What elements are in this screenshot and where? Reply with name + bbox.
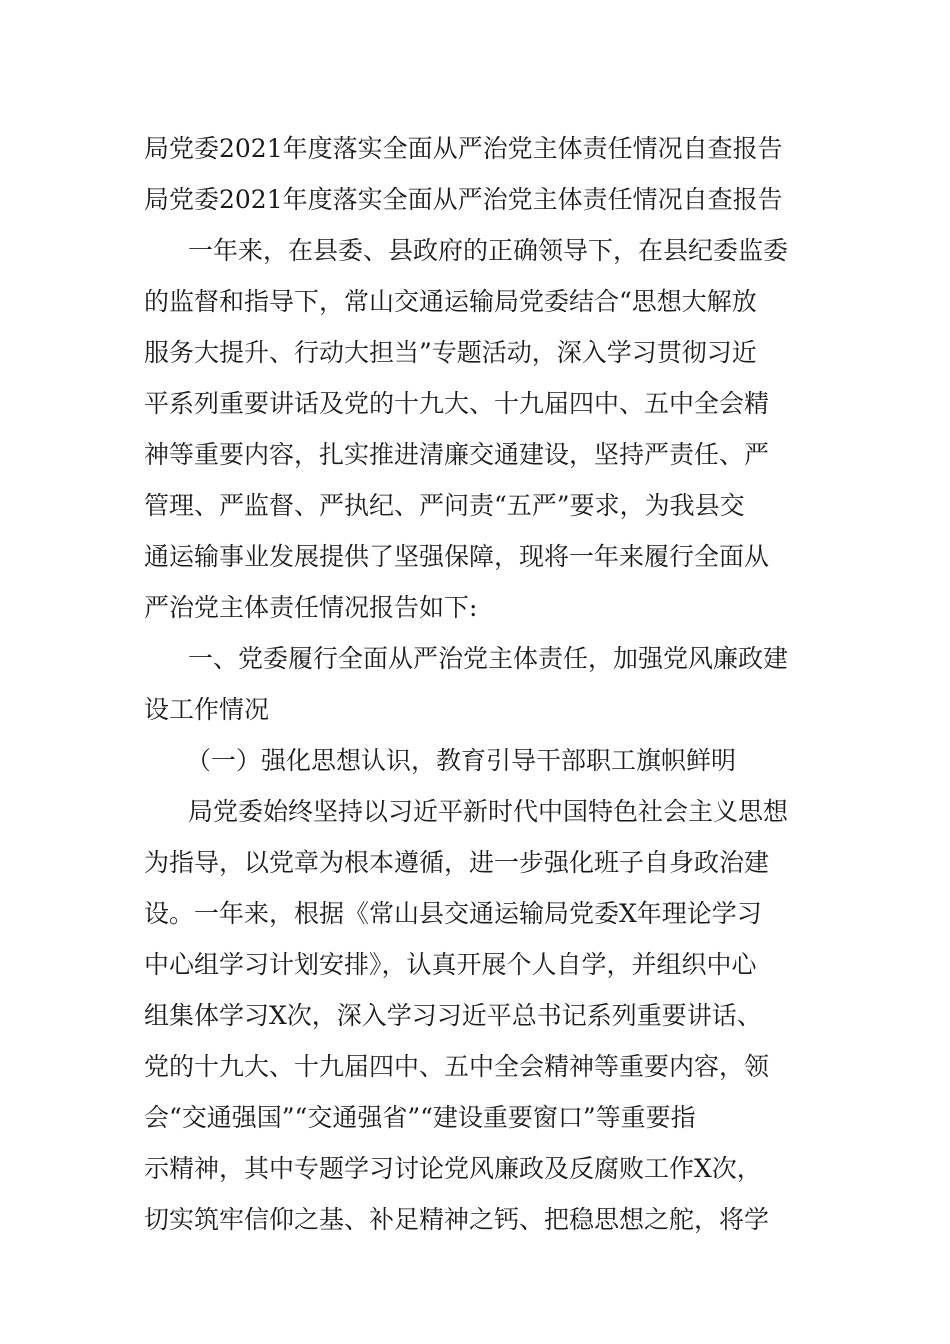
intro-paragraph-line: 神等重要内容，扎实推进清廉交通建设，坚持严责任、严 bbox=[144, 440, 770, 469]
intro-paragraph-line: 通运输事业发展提供了坚强保障，现将一年来履行全面从 bbox=[144, 542, 770, 571]
body-paragraph-line: 示精神，其中专题学习讨论党风廉政及反腐败工作X次， bbox=[144, 1154, 762, 1183]
body-paragraph-line: 中心组学习计划安排》，认真开展个人自学，并组织中心 bbox=[144, 950, 757, 979]
section-heading: 一、党委履行全面从严治党主体责任，加强党风廉政建 bbox=[188, 644, 789, 673]
body-paragraph-line: 设。一年来，根据《常山县交通运输局党委X年理论学习 bbox=[144, 899, 762, 928]
body-paragraph-line: 局党委始终坚持以习近平新时代中国特色社会主义思想 bbox=[188, 797, 789, 826]
body-paragraph-line: 组集体学习X次，深入学习习近平总书记系列重要讲话、 bbox=[144, 1001, 762, 1030]
document-title: 局党委2021年度落实全面从严治党主体责任情况自查报告 bbox=[144, 134, 783, 163]
intro-paragraph-line: 严治党主体责任情况报告如下: bbox=[144, 593, 478, 622]
subsection-heading: （一）强化思想认识，教育引导干部职工旗帜鲜明 bbox=[186, 746, 737, 775]
document-title-repeat: 局党委2021年度落实全面从严治党主体责任情况自查报告 bbox=[144, 185, 783, 214]
intro-paragraph-line: 的监督和指导下，常山交通运输局党委结合“思想大解放 bbox=[144, 287, 757, 316]
body-paragraph-line: 为指导，以党章为根本遵循，进一步强化班子自身政治建 bbox=[144, 848, 770, 877]
intro-paragraph-line: 服务大提升、行动大担当”专题活动，深入学习贯彻习近 bbox=[144, 338, 757, 367]
body-paragraph-line: 会“交通强国”“交通强省”“建设重要窗口”等重要指 bbox=[144, 1103, 696, 1132]
intro-paragraph-line: 一年来，在县委、县政府的正确领导下，在县纪委监委 bbox=[188, 236, 789, 265]
intro-paragraph-line: 管理、严监督、严执纪、严问责“五严”要求，为我县交 bbox=[144, 491, 745, 520]
intro-paragraph-line: 平系列重要讲话及党的十九大、十九届四中、五中全会精 bbox=[144, 389, 770, 418]
body-paragraph-line: 切实筑牢信仰之基、补足精神之钙、把稳思想之舵，将学 bbox=[144, 1205, 770, 1234]
section-heading-continued: 设工作情况 bbox=[144, 695, 270, 724]
body-paragraph-line: 党的十九大、十九届四中、五中全会精神等重要内容，领 bbox=[144, 1052, 770, 1081]
